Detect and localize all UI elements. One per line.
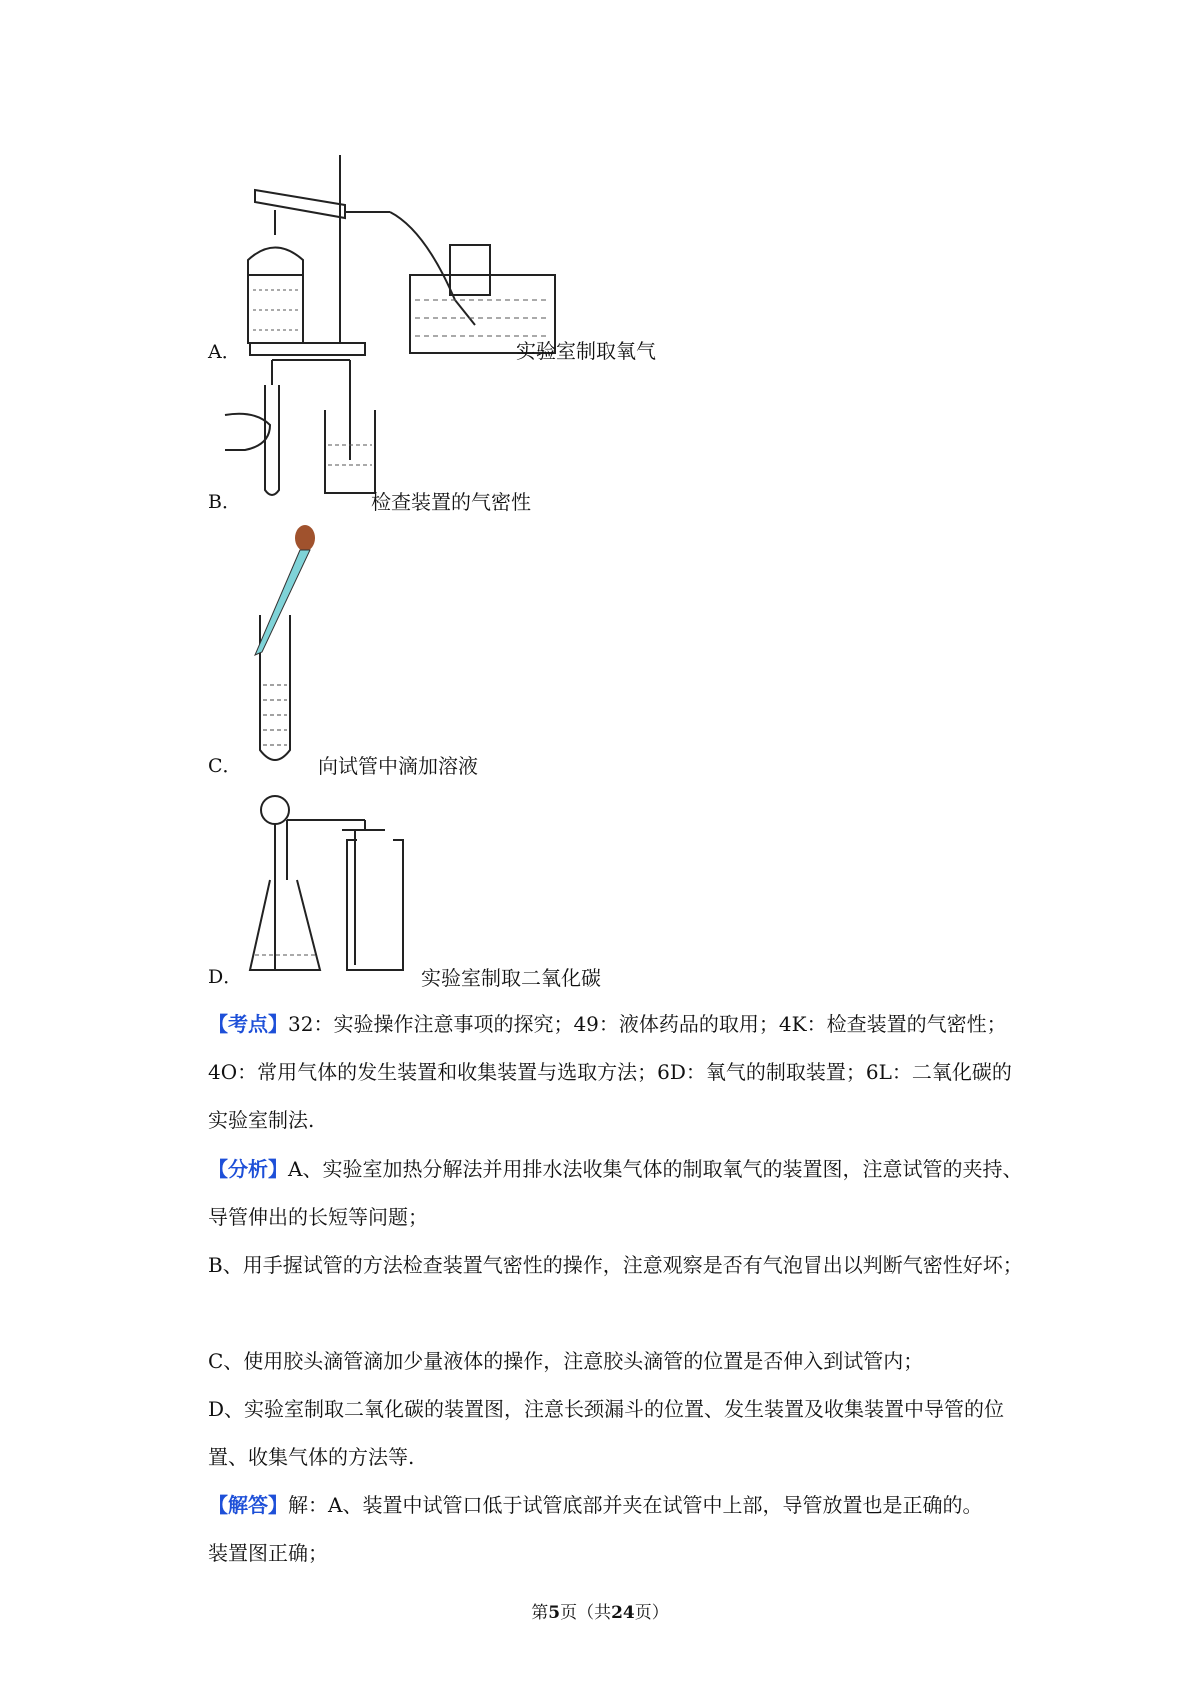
- jieda-paragraph-2: [208, 1529, 1023, 1577]
- jieda-text-2: 装置图正确；: [208, 1541, 328, 1565]
- fenxi-tag: 【分析】: [208, 1157, 288, 1181]
- fenxi-text-a: A、实验室加热分解法并用排水法收集气体的制取氧气的装置图，注意试管的夹持、导管伸出的长短等问题；: [208, 1157, 1023, 1229]
- footer-mid: 页（共: [560, 1603, 612, 1623]
- footer-prefix: 第: [531, 1603, 549, 1623]
- fenxi-paragraph-d: [208, 1385, 1023, 1481]
- jieda-tag: 【解答】: [208, 1493, 288, 1517]
- option-d-caption: 实验室制取二氧化碳: [421, 966, 601, 990]
- kaodian-tag: 【考点】: [208, 1012, 288, 1036]
- fenxi-text-b: B、用手握试管的方法检查装置气密性的操作，注意观察是否有气泡冒出以判断气密性好坏；: [208, 1253, 1023, 1277]
- option-c-letter: C．: [208, 755, 242, 777]
- footer-total-pages: 24: [611, 1603, 635, 1623]
- fenxi-paragraph-c: [208, 1337, 1023, 1385]
- option-b-caption: 检查装置的气密性: [371, 490, 531, 514]
- kaodian-text: 32：实验操作注意事项的探究；49：液体药品的取用；4K：检查装置的气密性；4O：常用气体的发生装置和收集装置与选取方法；6D：氧气的制取装置；6L：二氧化碳的实验室制法.: [208, 1012, 1012, 1132]
- fenxi-text-c: C、使用胶头滴管滴加少量液体的操作，注意胶头滴管的位置是否伸入到试管内；: [208, 1349, 924, 1373]
- fenxi-paragraph-b: [208, 1241, 1023, 1289]
- option-d-letter: D．: [208, 966, 243, 988]
- fenxi-text-d: D、实验室制取二氧化碳的装置图，注意长颈漏斗的位置、发生装置及收集装置中导管的位置、收集气体的方法等.: [208, 1397, 1005, 1469]
- kaodian-paragraph: [208, 1000, 1023, 1144]
- jieda-text: 解：A、装置中试管口低于试管底部并夹在试管中上部，导管放置也是正确的。: [288, 1493, 983, 1517]
- option-c-caption: 向试管中滴加溶液: [318, 754, 478, 778]
- option-a-caption: 实验室制取氧气: [516, 339, 656, 363]
- co2-apparatus-figure: [245, 790, 425, 985]
- jieda-paragraph: [208, 1481, 1023, 1529]
- oxygen-apparatus-figure: [235, 150, 565, 360]
- footer-page-number: 5: [548, 1603, 561, 1623]
- option-a-letter: A．: [208, 341, 241, 363]
- dropper-test-tube-figure: [250, 520, 330, 770]
- fenxi-paragraph-a: [208, 1145, 1023, 1241]
- page-footer: [0, 1598, 1200, 1623]
- footer-suffix: 页）: [634, 1603, 669, 1623]
- airtightness-check-figure: [225, 355, 385, 505]
- option-b-letter: B．: [208, 491, 241, 513]
